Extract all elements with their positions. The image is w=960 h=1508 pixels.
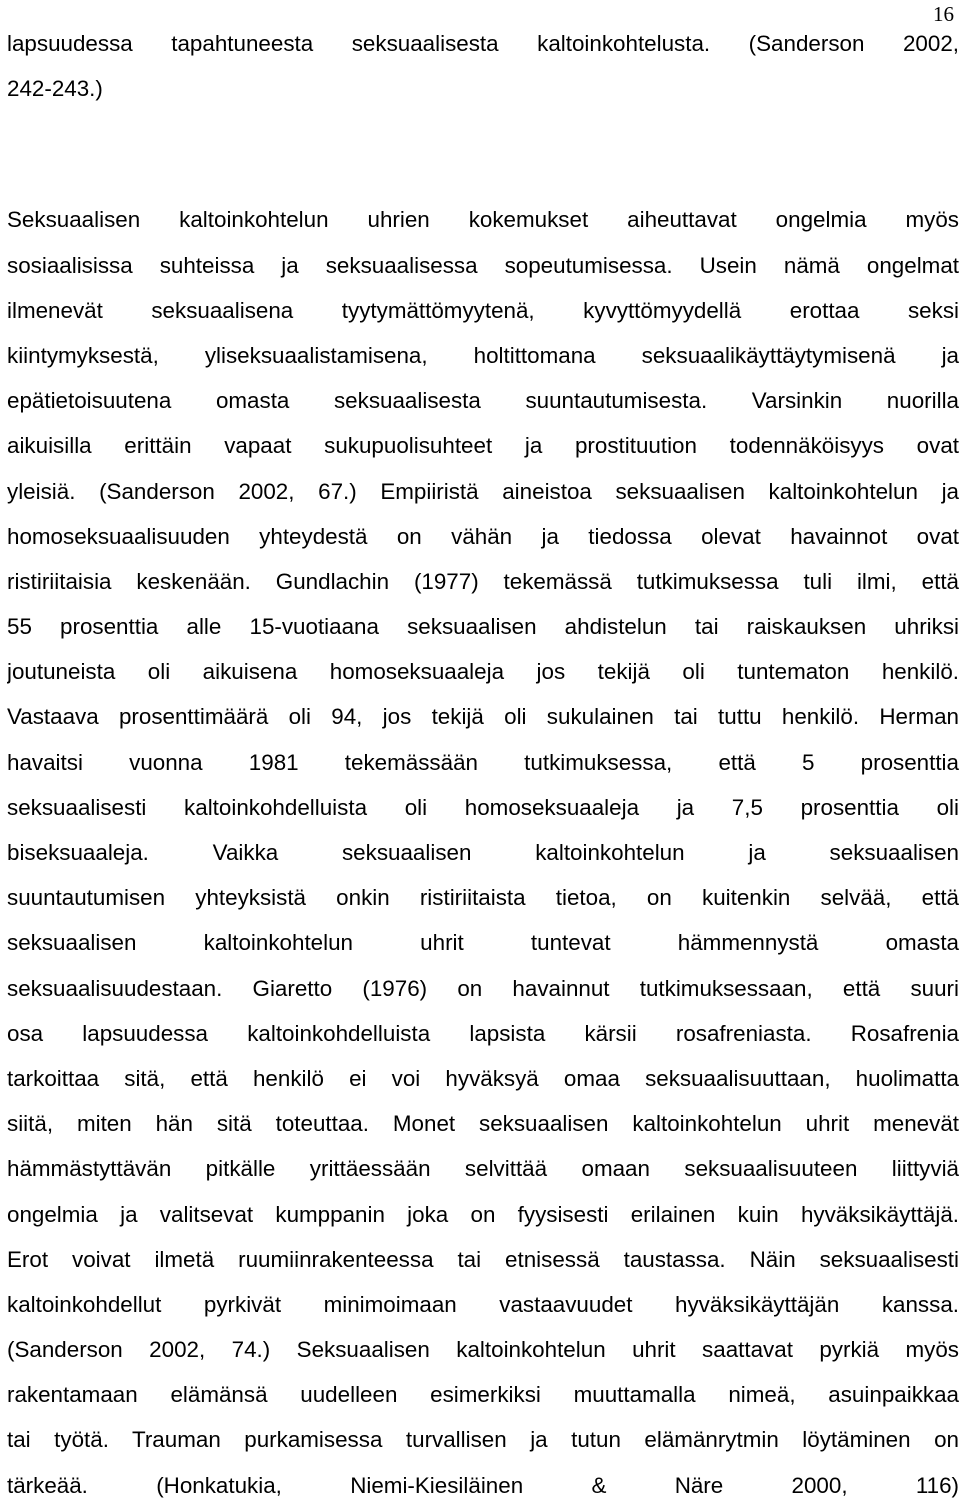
text-line: lapsuudessa tapahtuneesta seksuaalisesta kaltoinkohtelusta. (Sanderson 2002,: [7, 31, 959, 56]
text-line: hämmästyttävän pitkälle yrittäessään selvittää omaan seksuaalisuuteen liittyviä: [7, 1156, 959, 1182]
text-line: Erot voivat ilmetä ruumiinrakenteessa tai etnisessä taustassa. Näin seksuaalisesti: [7, 1246, 959, 1272]
text-line: seksuaalisen kaltoinkohtelun uhrit tuntevat hämmennystä omasta: [7, 930, 959, 956]
text-line: tarkoittaa sitä, että henkilö ei voi hyväksyä omaa seksuaalisuuttaan, huolimatta: [7, 1065, 959, 1091]
page-number: 16: [933, 2, 954, 26]
text-line: 242-243.): [7, 76, 103, 102]
text-line: epätietoisuutena omasta seksuaalisesta suuntautumisesta. Varsinkin nuorilla: [7, 388, 959, 414]
paragraph-gap: [7, 111, 959, 197]
text-line: tai työtä. Trauman purkamisessa turvallisen ja tutun elämänrytmin löytäminen on: [7, 1427, 959, 1453]
text-line: biseksuaaleja. Vaikka seksuaalisen kaltoinkohtelun ja seksuaalisen: [7, 840, 959, 865]
text-line: siitä, miten hän sitä toteuttaa. Monet seksuaalisen kaltoinkohtelun uhrit menevät: [7, 1111, 959, 1137]
text-line: havaitsi vuonna 1981 tekemässään tutkimuksessa, että 5 prosenttia: [7, 749, 959, 775]
text-line: 55 prosenttia alle 15-vuotiaana seksuaalisen ahdistelun tai raiskauksen uhriksi: [7, 614, 959, 640]
document-body: [7, 21, 959, 1508]
paragraph-2: [7, 197, 959, 1507]
text-line: suuntautumisen yhteyksistä onkin ristiriitaista tietoa, on kuitenkin selvää, että: [7, 885, 959, 911]
text-line: ongelmia ja valitsevat kumppanin joka on fyysisesti erilainen kuin hyväksikäyttäjä.: [7, 1201, 959, 1227]
text-line: osa lapsuudessa kaltoinkohdelluista lapsista kärsii rosafreniasta. Rosafrenia: [7, 1020, 959, 1046]
text-line: kaltoinkohdellut pyrkivät minimoimaan vastaavuudet hyväksikäyttäjän kanssa.: [7, 1291, 959, 1317]
text-line: (Sanderson 2002, 74.) Seksuaalisen kaltoinkohtelun uhrit saattavat pyrkiä myös: [7, 1337, 959, 1363]
text-line: ilmenevät seksuaalisena tyytymättömyytenä, kyvyttömyydellä erottaa seksi: [7, 297, 959, 323]
text-line: Seksuaalisen kaltoinkohtelun uhrien kokemukset aiheuttavat ongelmia myös: [7, 207, 959, 233]
text-line: homoseksuaalisuuden yhteydestä on vähän ja tiedossa olevat havainnot ovat: [7, 523, 959, 549]
text-line: yleisiä. (Sanderson 2002, 67.) Empiiristä aineistoa seksuaalisen kaltoinkohtelun ja: [7, 478, 959, 504]
text-line: aikuisilla erittäin vapaat sukupuolisuhteet ja prostituution todennäköisyys ovat: [7, 433, 959, 459]
text-line: kiintymyksestä, yliseksuaalistamisena, holtittomana seksuaalikäyttäytymisenä ja: [7, 342, 959, 368]
text-line: rakentamaan elämänsä uudelleen esimerkiksi muuttamalla nimeä, asuinpaikkaa: [7, 1382, 959, 1408]
text-line: ristiriitaisia keskenään. Gundlachin (1977) tekemässä tutkimuksessa tuli ilmi, että: [7, 568, 959, 594]
paragraph-1: [7, 21, 959, 111]
text-line: Vastaava prosenttimäärä oli 94, jos tekijä oli sukulainen tai tuttu henkilö. Herman: [7, 704, 959, 730]
text-line: seksuaalisesti kaltoinkohdelluista oli homoseksuaaleja ja 7,5 prosenttia oli: [7, 794, 959, 820]
text-line: seksuaalisuudestaan. Giaretto (1976) on havainnut tutkimuksessaan, että suuri: [7, 975, 959, 1001]
text-line: sosiaalisissa suhteissa ja seksuaalisessa sopeutumisessa. Usein nämä ongelmat: [7, 252, 959, 278]
text-line: tärkeää. (Honkatukia, Niemi-Kiesiläinen & Näre 2000, 116): [7, 1472, 959, 1498]
text-line: joutuneista oli aikuisena homoseksuaaleja jos tekijä oli tuntematon henkilö.: [7, 659, 959, 685]
